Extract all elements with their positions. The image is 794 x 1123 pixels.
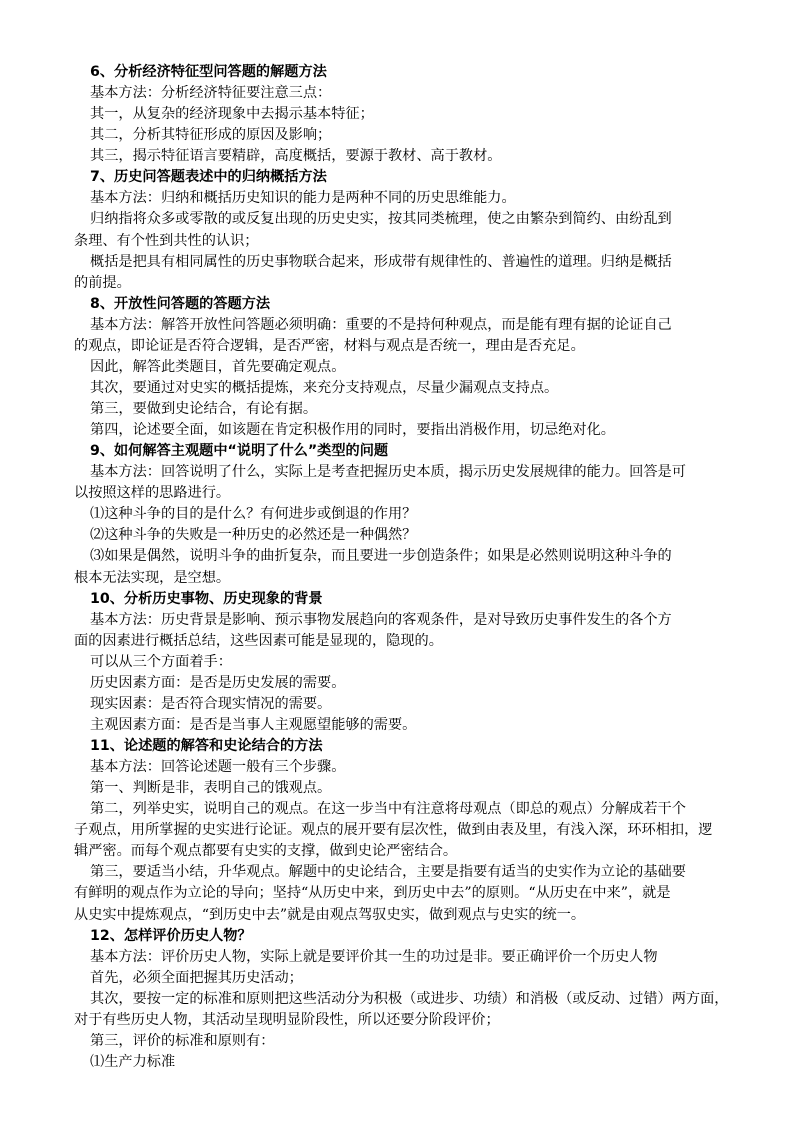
text-line: 基本方法：历史背景是影响、预示事物发展趋向的客观条件，是对导致历史事件发生的各个方 <box>90 612 672 628</box>
section-heading: 10、分析历史事物、历史现象的背景 <box>90 591 323 607</box>
text-line: 第三，要做到史论结合，有论有据。 <box>90 401 318 417</box>
text-line: ⑵这种斗争的失败是一种历史的必然还是一种偶然？ <box>90 527 417 543</box>
text-line: 概括是把具有相同属性的历史事物联合起来，形成带有规律性的、普遍性的道理。归纳是概括 <box>90 254 672 270</box>
section-heading: 6、分析经济特征型问答题的解题方法 <box>90 64 327 80</box>
text-line: 的观点，即论证是否符合逻辑，是否严密，材料与观点是否统一，理由是否充足。 <box>74 338 585 354</box>
text-line: 基本方法：解答开放性问答题必须明确：重要的不是持何种观点，而是能有理有据的论证自己 <box>90 317 672 333</box>
text-line: 条理、有个性到共性的认识； <box>74 233 259 249</box>
section-heading: 11、论述题的解答和史论结合的方法 <box>90 738 323 754</box>
text-line: 首先，必须全面把握其历史活动； <box>90 970 303 986</box>
text-line: 基本方法：分析经济特征要注意三点： <box>90 85 332 101</box>
text-line: 其三，揭示特征语言要精辟，高度概括，要源于教材、高于教材。 <box>90 148 502 164</box>
text-line: 第二，列举史实，说明自己的观点。在这一步当中有注意将母观点（即总的观点）分解成若干个 <box>90 801 686 817</box>
text-line: 对于有些历史人物，其活动呈现明显阶段性，所以还要分阶段评价； <box>74 1012 500 1028</box>
text-line: ⑴生产力标准 <box>90 1054 176 1070</box>
text-line: 第四，论述要全面，如该题在肯定积极作用的同时，要指出消极作用，切忌绝对化。 <box>90 422 615 438</box>
text-line: 历史因素方面：是否是历史发展的需要。 <box>90 675 346 691</box>
text-line: 归纳指将众多或零散的或反复出现的历史史实，按其同类梳理，使之由繁杂到简约、由纷乱到 <box>90 211 672 227</box>
text-line: 有鲜明的观点作为立论的导向；坚持“从历史中来，到历史中去”的原则。“从历史在中来”，就是 <box>74 885 671 901</box>
text-line: 基本方法：评价历史人物，实际上就是要评价其一生的功过是非。要正确评价一个历史人物 <box>90 949 658 965</box>
text-line: 其次，要通过对史实的概括提炼，来充分支持观点，尽量少漏观点支持点。 <box>90 380 559 396</box>
section-heading: 8、开放性问答题的答题方法 <box>90 296 271 312</box>
text-line: 可以从三个方面着手： <box>90 654 232 670</box>
section-heading: 12、怎样评价历史人物？ <box>90 928 252 944</box>
text-line: 以按照这样的思路进行。 <box>74 485 231 501</box>
text-line: 基本方法：回答说明了什么，实际上是考查把握历史本质，揭示历史发展规律的能力。回答是可 <box>90 464 686 480</box>
text-line: 第三，评价的标准和原则有： <box>90 1033 275 1049</box>
text-line: 基本方法：回答论述题一般有三个步骤。 <box>90 759 346 775</box>
text-line: 根本无法实现，是空想。 <box>74 570 231 586</box>
text-line: 现实因素：是否符合现实情况的需要。 <box>90 696 332 712</box>
text-line: 面的因素进行概括总结，这些因素可能是显现的，隐现的。 <box>74 633 443 649</box>
text-line: 其二，分析其特征形成的原因及影响； <box>90 127 332 143</box>
text-line: 主观因素方面：是否是当事人主观愿望能够的需要。 <box>90 717 417 733</box>
text-line: 辑严密。而每个观点都要有史实的支撑，做到史论严密结合。 <box>74 843 458 859</box>
text-line: 其次，要按一定的标准和原则把这些活动分为积极（或进步、功绩）和消极（或反动、过错）两方面， <box>90 991 729 1007</box>
text-line: 因此，解答此类题目，首先要确定观点。 <box>90 359 346 375</box>
text-line: 其一，从复杂的经济现象中去揭示基本特征； <box>90 106 374 122</box>
text-line: 第一、判断是非，表明自己的饿观点。 <box>90 780 332 796</box>
section-heading: 7、历史问答题表述中的归纳概括方法 <box>90 169 327 185</box>
text-line: 第三，要适当小结，升华观点。解题中的史论结合，主要是指要有适当的史实作为立论的基础要 <box>90 864 686 880</box>
text-line: ⑶如果是偶然，说明斗争的曲折复杂，而且要进一步创造条件；如果是必然则说明这种斗争的 <box>90 548 672 564</box>
text-line: 基本方法：归纳和概括历史知识的能力是两种不同的历史思维能力。 <box>90 190 516 206</box>
text-line: 从史实中提炼观点，“到历史中去”就是由观点驾驭史实，做到观点与史实的统一。 <box>74 907 586 923</box>
text-line: ⑴这种斗争的目的是什么？有何进步或倒退的作用？ <box>90 506 417 522</box>
text-line: 的前提。 <box>74 275 131 291</box>
text-line: 子观点，用所掌握的史实进行论证。观点的展开要有层次性，做到由表及里，有浅入深，环环相扣，逻 <box>74 822 713 838</box>
section-heading: 9、如何解答主观题中“说明了什么”类型的问题 <box>90 443 389 459</box>
